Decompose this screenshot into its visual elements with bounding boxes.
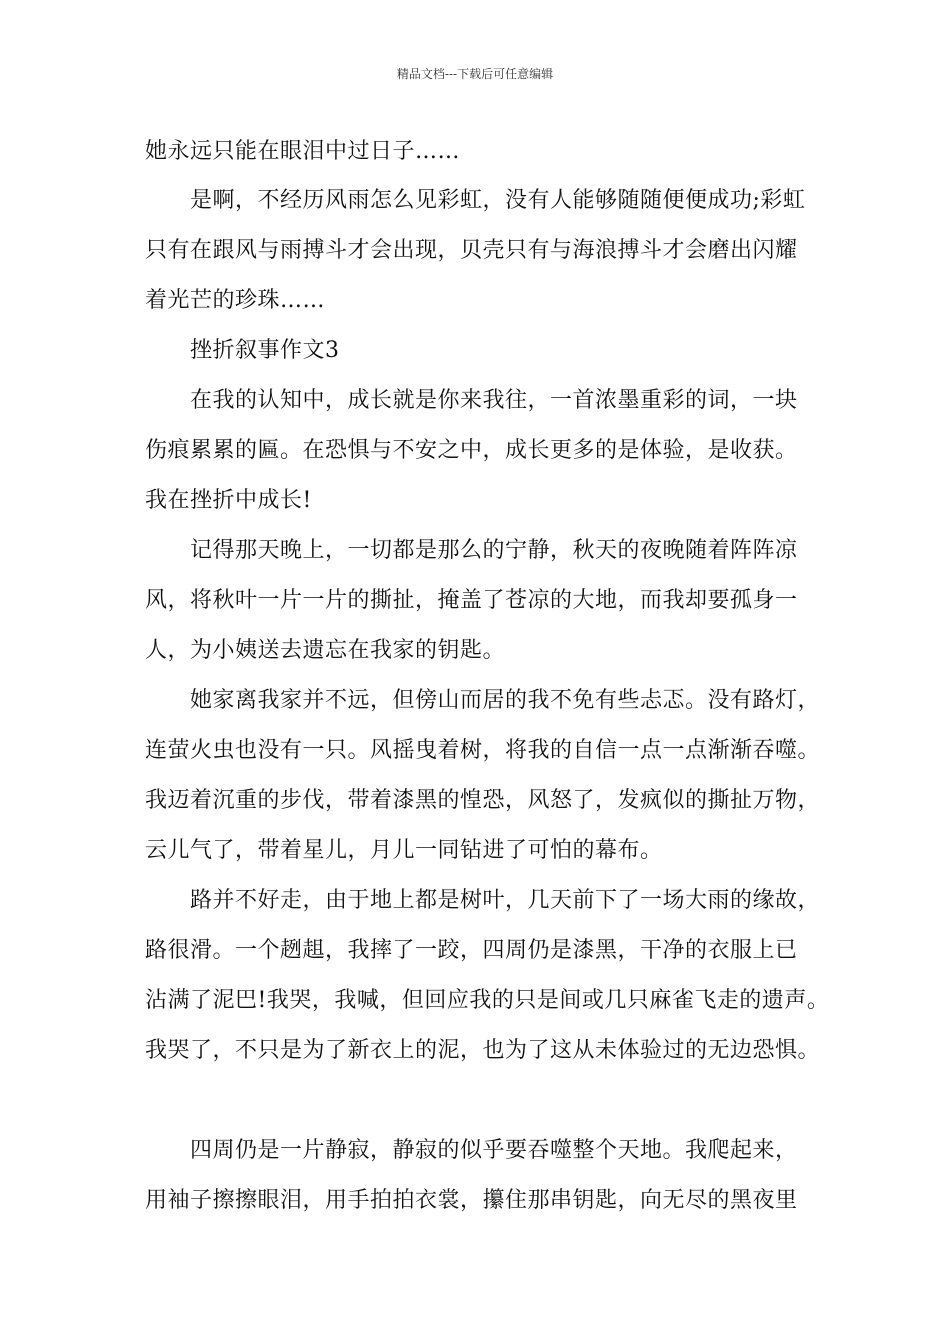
text-line: 只有在跟风与雨搏斗才会出现，贝壳只有与海浪搏斗才会磨出闪耀	[145, 238, 798, 263]
text-line: 路很滑。一个趔趄，我摔了一跤，四周仍是漆黑，干净的衣服上已	[145, 938, 798, 963]
text-line: 四周仍是一片静寂，静寂的似乎要吞噬整个天地。我爬起来，	[190, 1138, 798, 1163]
text-line: 连萤火虫也没有一只。风摇曳着树，将我的自信一点一点渐渐吞噬。	[145, 738, 821, 763]
page-header: 精品文档---下载后可任意编辑	[396, 67, 554, 81]
text-line: 她永远只能在眼泪中过日子……	[145, 139, 461, 164]
text-line: 她家离我家并不远，但傍山而居的我不免有些忐忑。没有路灯，	[190, 688, 821, 713]
text-line: 伤痕累累的匾。在恐惧与不安之中，成长更多的是体验，是收获。	[145, 438, 798, 463]
text-line: 人，为小姨送去遗忘在我家的钥匙。	[145, 638, 506, 663]
text-line: 着光芒的珍珠……	[145, 288, 326, 313]
section-heading: 挫折叙事作文3	[190, 338, 340, 363]
text-line: 路并不好走，由于地上都是树叶，几天前下了一场大雨的缘故，	[190, 888, 821, 913]
text-line: 风，将秋叶一片一片的撕扯，掩盖了苍凉的大地，而我却要孤身一	[145, 588, 798, 613]
text-line: 记得那天晚上，一切都是那么的宁静，秋天的夜晚随着阵阵凉	[190, 538, 798, 563]
text-line: 我在挫折中成长!	[145, 488, 312, 513]
text-line: 用袖子擦擦眼泪，用手拍拍衣裳，攥住那串钥匙，向无尽的黑夜里	[145, 1188, 798, 1213]
text-line: 在我的认知中，成长就是你来我往，一首浓墨重彩的词，一块	[190, 388, 798, 413]
text-line: 是啊，不经历风雨怎么见彩虹，没有人能够随随便便成功;彩虹	[190, 188, 806, 213]
text-line: 我哭了，不只是为了新衣上的泥，也为了这从未体验过的无边恐惧。	[145, 1038, 821, 1063]
text-line: 沾满了泥巴!我哭，我喊，但回应我的只是间或几只麻雀飞走的遗声。	[145, 988, 830, 1013]
text-line: 我迈着沉重的步伐，带着漆黑的惶恐，风怒了，发疯似的撕扯万物，	[145, 788, 821, 813]
text-line: 云儿气了，带着星儿，月儿一同钻进了可怕的幕布。	[145, 838, 663, 863]
